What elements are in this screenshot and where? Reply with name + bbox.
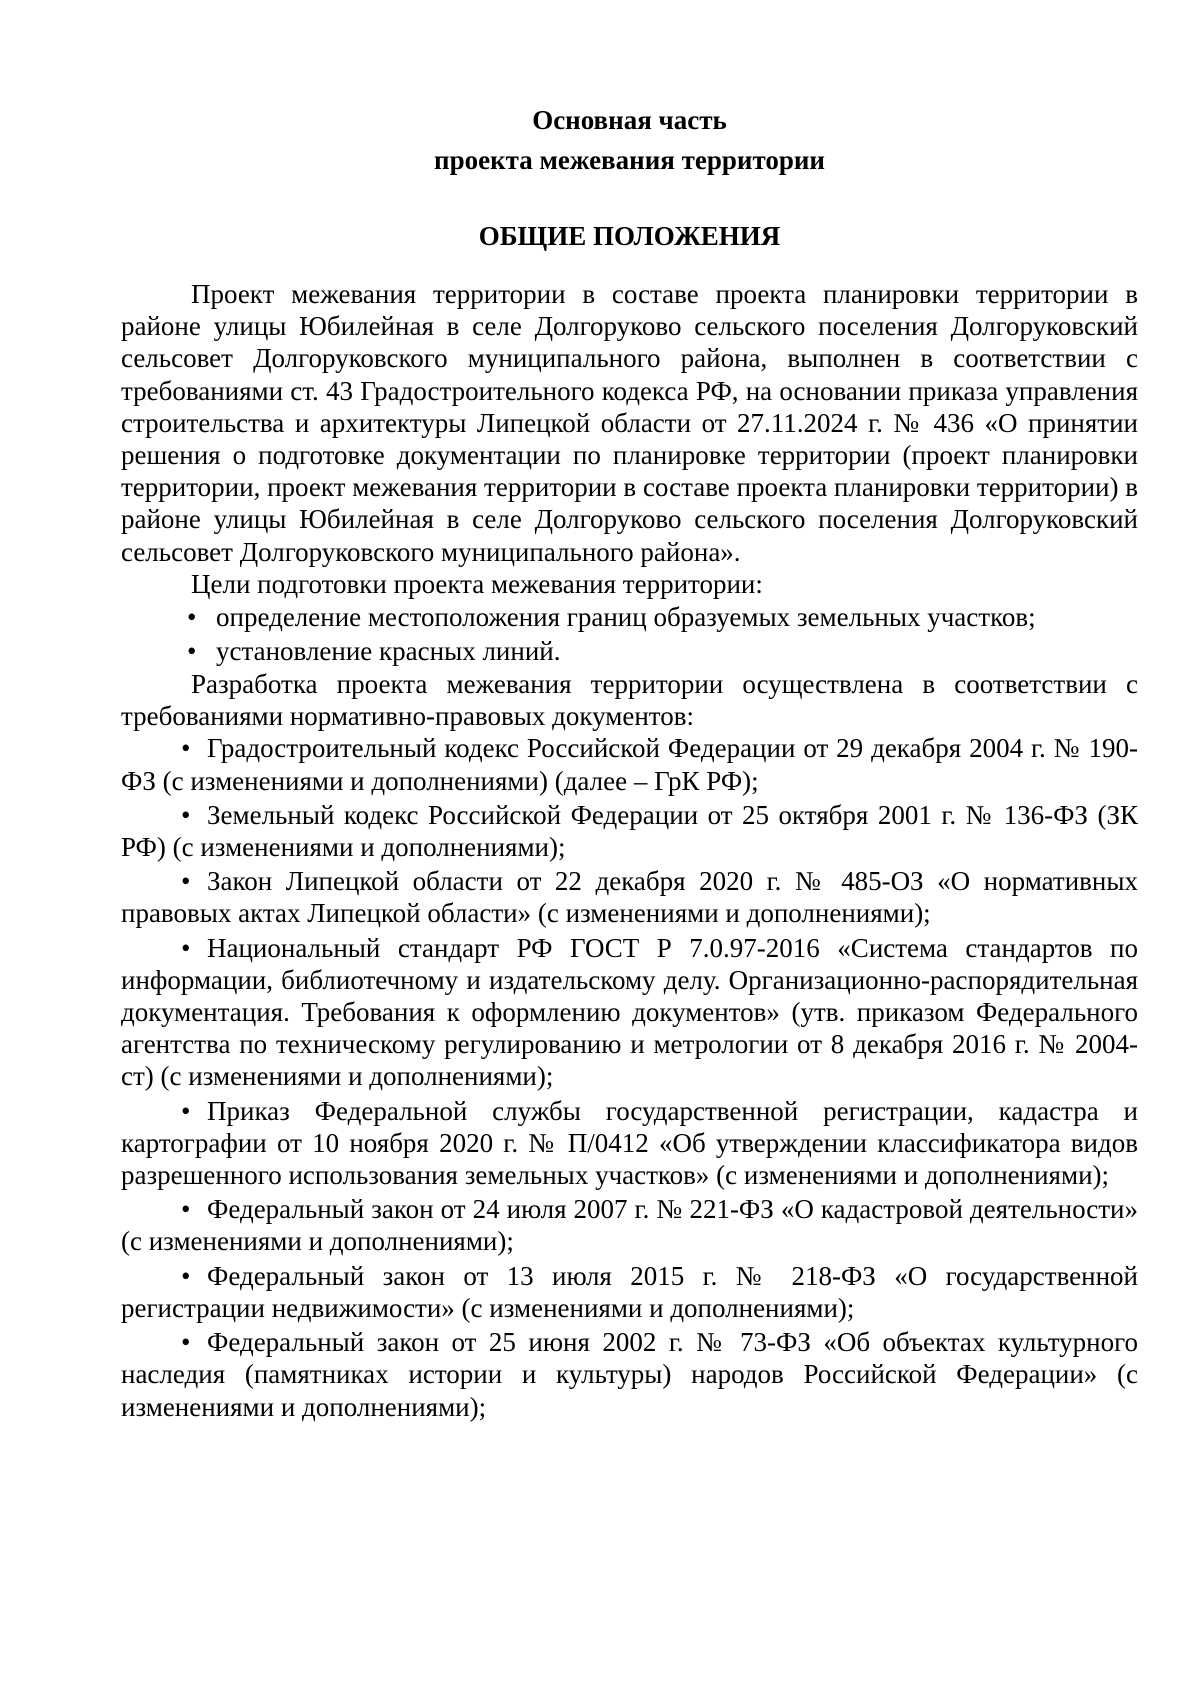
bullet-icon: •	[187, 602, 197, 633]
document-title-line-2: проекта межевания территории	[434, 145, 825, 175]
list-item	[121, 634, 1138, 668]
document-entry: Градостроительный кодекс Российской Федерации от 29 декабря 2004 г. № 190-ФЗ (с изменениями и дополнениями) (далее – ГрК РФ);	[121, 733, 1138, 796]
document-entry: Федеральный закон от 24 июля 2007 г. № 221-ФЗ «О кадастровой деятельности» (с изменениями и дополнениями);	[121, 1194, 1138, 1257]
document-entry: Приказ Федеральной службы государственной регистрации, кадастра и картографии от 10 ноября 2020 г. № П/0412 «Об утверждении классификатора видов разрешенного использования земельных участков» (с изменениями и дополнениями);	[121, 1095, 1138, 1191]
bullet-icon: •	[181, 733, 191, 764]
list-item	[121, 799, 1138, 863]
list-item	[121, 932, 1138, 1093]
bullet-icon: •	[181, 1260, 191, 1291]
goals-list	[121, 600, 1138, 668]
document-entry: Федеральный закон от 13 июля 2015 г. № 218-ФЗ «О государственной регистрации недвижимости» (с изменениями и дополнениями);	[121, 1260, 1138, 1323]
goal-text: определение местоположения границ образуемых земельных участков;	[216, 602, 1036, 633]
document-entry: Федеральный закон от 25 июня 2002 г. № 73-ФЗ «Об объектах культурного наследия (памятниках истории и культуры) народов Российской Федерации» (с изменениями и дополнениями);	[121, 1327, 1138, 1422]
list-item	[121, 1326, 1138, 1423]
section-heading: ОБЩИЕ ПОЛОЖЕНИЯ	[478, 221, 781, 251]
list-item	[121, 1193, 1138, 1257]
document-entry: Национальный стандарт РФ ГОСТ Р 7.0.97-2016 «Система стандартов по информации, библиотечному и издательскому делу. Организационно-распорядительная документация. Требования к оформлению документов» (утв. приказом Федерального агентства по техническому регулированию и метрологии от 8 декабря 2016 г. № 2004-ст) (с изменениями и дополнениями);	[121, 932, 1138, 1092]
bullet-icon: •	[181, 799, 191, 830]
list-item	[121, 732, 1138, 796]
list-item	[121, 1260, 1138, 1324]
documents-list	[121, 732, 1138, 1422]
list-item	[121, 600, 1138, 634]
goals-intro: Цели подготовки проекта межевания территории:	[191, 568, 763, 599]
bullet-icon: •	[181, 1327, 191, 1358]
document-entry: Закон Липецкой области от 22 декабря 2020 г. № 485-ОЗ «О нормативных правовых актах Липецкой области» (с изменениями и дополнениями);	[121, 866, 1138, 929]
bullet-icon: •	[181, 866, 191, 897]
document-entry: Земельный кодекс Российской Федерации от 25 октября 2001 г. № 136-ФЗ (ЗК РФ) (с изменениями и дополнениями);	[121, 799, 1138, 863]
intro-paragraph: Проект межевания территории в составе проекта планировки территории в районе улицы Юбилейная в селе Долгоруково сельского поселения Долгоруковский сельсовет Долгоруковского муниципального района, выполнен в соответствии с требованиями ст. 43 Градостроительного кодекса РФ, на основании приказа управления строительства и архитектуры Липецкой области от 27.11.2024 г. № 436 «О принятии решения о подготовке документации по планировке территории (проект планировки территории, проект межевания территории в составе проекта планировки территории) в районе улицы Юбилейная в селе Долгоруково сельского поселения Долгоруковский сельсовет Долгоруковского муниципального района».	[121, 279, 1138, 567]
list-item	[121, 865, 1138, 929]
bullet-icon: •	[187, 636, 197, 667]
list-item	[121, 1095, 1138, 1192]
documents-intro: Разработка проекта межевания территории осуществлена в соответствии с требованиями нормативно-правовых документов:	[121, 669, 1138, 732]
bullet-icon: •	[181, 932, 191, 963]
bullet-icon: •	[181, 1095, 191, 1126]
document-title-line-1: Основная часть	[532, 105, 727, 135]
document-content	[121, 100, 1138, 1425]
goal-text: установление красных линий.	[216, 636, 561, 667]
bullet-icon: •	[181, 1194, 191, 1225]
